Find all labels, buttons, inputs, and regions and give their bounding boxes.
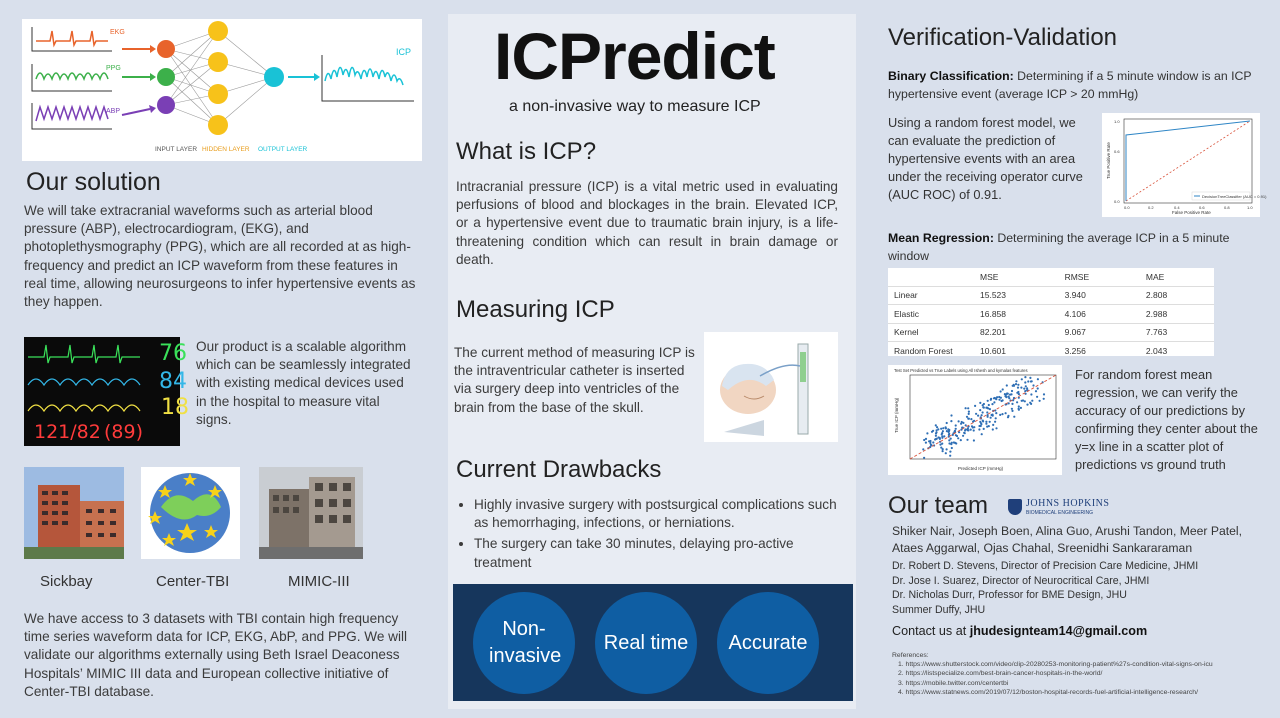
scatter-point [992, 428, 994, 430]
scatter-point [1011, 403, 1013, 405]
dataset-label-center-tbi: Center-TBI [156, 573, 230, 590]
advisors-list [892, 559, 1252, 617]
scatter-point [1004, 395, 1006, 397]
scatter-point [942, 427, 944, 429]
dataset-paragraph: We have access to 3 datasets with TBI contain high frequency time series waveform data for ICP, EKG, AbP, and PPG. We will validate our algorithms externally using Beth Israel Deaconess Hospitals’ MIMIC III data and European collective initiative of Center-TBI database. [24, 611, 408, 699]
features-banner [453, 584, 853, 701]
svg-text:1.0: 1.0 [1114, 119, 1120, 124]
contact-prefix: Contact us at [892, 624, 970, 638]
neural-network-figure [22, 19, 422, 161]
scatter-point [942, 430, 944, 432]
vital-signs-monitor-image [24, 337, 189, 446]
scatter-point [994, 397, 996, 399]
scatter-point [925, 442, 927, 444]
svg-text:DecisionTreeClassifier (AUC =: DecisionTreeClassifier (AUC = 0.91) [1202, 194, 1267, 199]
scatter-point [987, 416, 989, 418]
scatter-point [946, 430, 948, 432]
scatter-plot [888, 365, 1062, 475]
scatter-point [1020, 387, 1022, 389]
logo-line-1: JOHNS HOPKINS [1026, 498, 1110, 509]
shield-icon [1008, 499, 1022, 515]
svg-text:True ICP (mmHg): True ICP (mmHg) [894, 397, 899, 433]
scatter-point [973, 420, 975, 422]
scatter-point [948, 433, 950, 435]
feature-label: Non-invasive [489, 618, 562, 667]
scatter-point [949, 455, 951, 457]
scatter-point [1008, 396, 1010, 398]
metrics-table [888, 268, 1214, 356]
scatter-point [929, 442, 931, 444]
feature-circle-real-time [595, 592, 697, 694]
feature-label: Accurate [728, 631, 808, 654]
scatter-point [967, 429, 969, 431]
table-header: MAE [1145, 271, 1165, 282]
dataset-label-sickbay: Sickbay [40, 573, 93, 590]
random-forest-text: Using a random forest model, we can evaluate the prediction of hypertensive events with an area under the receiving operator curve (AUC ROC) of 0.91. [888, 115, 1083, 202]
ppg-waveform [32, 64, 121, 91]
advisor-item: Dr. Nicholas Durr, Professor for BME Design, JHU [892, 589, 1127, 601]
table-cell: 82.201 [974, 323, 1059, 342]
scatter-point [943, 435, 945, 437]
measuring-icp-text: The current method of measuring ICP is the intraventricular catheter is inserted via surgery deep into ventricles of the brain from the base of the skull. [454, 345, 695, 415]
scatter-point [956, 435, 958, 437]
svg-text:INPUT LAYER: INPUT LAYER [155, 146, 198, 153]
svg-text:1.0: 1.0 [1247, 205, 1253, 210]
what-is-icp-heading: What is ICP? [456, 138, 597, 165]
scatter-point [922, 448, 924, 450]
scatter-point [968, 413, 970, 415]
table-cell: 3.256 [1059, 342, 1140, 360]
dataset-label-mimic-iii: MIMIC-III [288, 573, 350, 590]
scatter-point [1032, 384, 1034, 386]
scatter-point [966, 439, 968, 441]
scatter-point [1002, 388, 1004, 390]
scatter-point [987, 400, 989, 402]
scatter-point [979, 409, 981, 411]
scatter-point [981, 414, 983, 416]
scatter-point [1022, 399, 1024, 401]
scatter-point [993, 401, 995, 403]
scatter-point [986, 411, 988, 413]
scatter-point [942, 448, 944, 450]
scatter-point [1001, 400, 1003, 402]
scatter-point [1005, 412, 1007, 414]
scatter-point [990, 417, 992, 419]
scatter-point [950, 414, 952, 416]
scatter-point [1039, 400, 1041, 402]
scatter-point [937, 436, 939, 438]
reference-item: 1. https://www.shutterstock.com/video/clip-20280253-monitoring-patient%27s-condition-vital-signs-on-icu [898, 661, 1213, 669]
scatter-point [981, 433, 983, 435]
scatter-point [974, 405, 976, 407]
table-row [888, 305, 1214, 324]
feature-label: Real time [603, 631, 689, 654]
scatter-point [941, 443, 943, 445]
scatter-point [951, 442, 953, 444]
table-row [888, 342, 1214, 360]
scatter-point [968, 411, 970, 413]
scatter-point [995, 412, 997, 414]
advisor-item: Dr. Jose I. Suarez, Director of Neurocritical Care, JHMI [892, 574, 1150, 587]
ekg-waveform [32, 27, 125, 51]
table-cell: 3.940 [1059, 286, 1140, 305]
scatter-point [1011, 408, 1013, 410]
table-cell: 10.601 [974, 342, 1059, 360]
scatter-point [948, 442, 950, 444]
table-cell: 2.808 [1140, 286, 1214, 305]
scatter-point [990, 399, 992, 401]
scatter-point [940, 428, 942, 430]
scatter-point [1018, 409, 1020, 411]
scatter-point [1023, 388, 1025, 390]
svg-text:ABP: ABP [106, 108, 121, 115]
scatter-point [936, 426, 938, 428]
verification-heading: Verification-Validation [888, 24, 1118, 51]
scatter-point [923, 457, 925, 459]
scatter-point [1026, 404, 1028, 406]
advisor-item: Dr. Robert D. Stevens, Director of Precision Care Medicine, JHMI [892, 560, 1199, 572]
scatter-point [978, 428, 980, 430]
scatter-point [951, 447, 953, 449]
mean-regression-text [888, 229, 1260, 265]
contact-line [892, 624, 1147, 638]
scatter-point [950, 438, 952, 440]
scatter-point [1020, 407, 1022, 409]
logo-line-2: BIOMEDICAL ENGINEERING [1026, 510, 1094, 516]
scatter-point [982, 420, 984, 422]
page-title: ICPredict [494, 19, 775, 93]
drawbacks-heading: Current Drawbacks [456, 456, 662, 483]
scatter-point [1011, 410, 1013, 412]
scatter-point [1000, 397, 1002, 399]
scatter-point [987, 407, 989, 409]
scatter-point [925, 438, 927, 440]
scatter-point [1024, 376, 1026, 378]
table-cell: Kernel [888, 323, 974, 342]
scatter-point [935, 424, 937, 426]
scatter-point [936, 438, 938, 440]
scatter-point [950, 420, 952, 422]
scatter-point [949, 451, 951, 453]
binary-label: Binary Classification: [888, 69, 1014, 83]
scatter-point [1029, 377, 1031, 379]
scatter-point [983, 428, 985, 430]
scatter-point [970, 418, 972, 420]
scatter-point [983, 403, 985, 405]
scatter-point [985, 421, 987, 423]
scatter-point [973, 439, 975, 441]
scatter-point [970, 429, 972, 431]
scatter-point [1017, 391, 1019, 393]
scatter-point [926, 432, 928, 434]
solution-paragraph: We will take extracranial waveforms such as arterial blood pressure (ABP), electrocardiogram, (EKG), and photoplethysmography (PPG), which are all recorded at as high-frequency and predict an ICP waveform from these features in real time, allowing neurosurgeons to infer hypertensive events as they happen. [24, 203, 416, 310]
scatter-point [954, 430, 956, 432]
scatter-point [1030, 393, 1032, 395]
svg-text:True Positive Rate: True Positive Rate [1106, 142, 1111, 179]
table-cell: 15.523 [974, 286, 1059, 305]
monitor-value-2: 84 [159, 369, 187, 394]
scatter-point [932, 430, 934, 432]
scatter-point [985, 423, 987, 425]
scatter-point [954, 442, 956, 444]
feature-circle-non-invasive [473, 592, 575, 694]
scatter-point [946, 422, 948, 424]
scatter-point [991, 403, 993, 405]
scatter-point [942, 450, 944, 452]
center-tbi-logo [141, 467, 240, 559]
scatter-point [1009, 394, 1011, 396]
drawback-item: • Highly invasive surgery with postsurgical complications such as hemorrhaging, infections, or herniations. [474, 496, 846, 532]
scatter-point [1021, 378, 1023, 380]
svg-text:Predicted ICP (mmHg): Predicted ICP (mmHg) [958, 466, 1004, 471]
scatter-point [1024, 381, 1026, 383]
scatter-point [955, 428, 957, 430]
team-heading: Our team [888, 492, 989, 519]
svg-text:0.4: 0.4 [1174, 205, 1180, 210]
feature-circle-accurate [717, 592, 819, 694]
scatter-point [965, 407, 967, 409]
table-header-row [888, 268, 1214, 286]
regression-description: Determining the average ICP in a 5 minute window [888, 231, 1230, 263]
scatter-point [989, 421, 991, 423]
scatter-point [1001, 413, 1003, 415]
scatter-point [982, 406, 984, 408]
scatter-point [937, 428, 939, 430]
regression-label: Mean Regression: [888, 231, 994, 245]
solution-heading: Our solution [26, 168, 161, 196]
scatter-point [932, 441, 934, 443]
binary-classification-text [888, 67, 1258, 103]
advisor-item: Summer Duffy, JHU [892, 603, 986, 616]
scatter-point [1015, 383, 1017, 385]
scatter-point [948, 439, 950, 441]
scatter-point [996, 396, 998, 398]
scatter-point [992, 424, 994, 426]
table-header: MSE [980, 271, 999, 282]
table-cell: 16.858 [974, 305, 1059, 324]
svg-text:EKG: EKG [110, 29, 125, 36]
scatter-point [1037, 387, 1039, 389]
table-row [888, 286, 1214, 305]
scatter-point [1037, 378, 1039, 380]
scatter-point [935, 431, 937, 433]
reference-item: 3. https://mobile.twitter.com/centertbi [898, 679, 1009, 687]
svg-text:Test Set Predicted vs True Lab: Test Set Predicted vs True Labels using All Ishesh and kymalas features [894, 368, 1028, 373]
measuring-icp-heading: Measuring ICP [456, 296, 615, 323]
svg-text:HIDDEN LAYER: HIDDEN LAYER [202, 146, 250, 153]
scatter-point [1018, 405, 1020, 407]
scatter-point [1004, 393, 1006, 395]
monitor-value-1: 76 [159, 341, 187, 366]
scatter-point [945, 427, 947, 429]
scatter-point [1031, 400, 1033, 402]
table-cell: 2.043 [1140, 342, 1214, 360]
scatter-point [963, 432, 965, 434]
scatter-point [1000, 390, 1002, 392]
scatter-point [966, 416, 968, 418]
scatter-point [1043, 398, 1045, 400]
scatter-point [962, 435, 964, 437]
scatter-point [986, 426, 988, 428]
abp-waveform [32, 103, 120, 129]
svg-text:ICP: ICP [396, 47, 412, 57]
scatter-point [979, 402, 981, 404]
scatter-point [975, 413, 977, 415]
table-cell: 7.763 [1140, 323, 1214, 342]
scatter-point [958, 420, 960, 422]
scatter-point [982, 411, 984, 413]
scatter-point [1007, 416, 1009, 418]
scatter-point [995, 417, 997, 419]
what-is-icp-text: Intracranial pressure (ICP) is a vital metric used in evaluating perfusions of blood and blockages in the brain. Elevated ICP, or a hypertensive event due to traumatic brain injury, is a life-threatening condition which can result in brain damage or death. [456, 179, 838, 267]
svg-text:0.0: 0.0 [1124, 205, 1130, 210]
team-members: Shiker Nair, Joseph Boen, Alina Guo, Arushi Tandon, Meer Patel, Ataes Aggarwal, Ojas Chahal, Sreenidhi Sankararaman [892, 524, 1243, 555]
monitor-value-3: 18 [161, 395, 189, 420]
table-cell: Elastic [888, 305, 974, 324]
scatter-point [967, 418, 969, 420]
product-text: Our product is a scalable algorithm which can be seamlessly integrated with existing medical devices used in the hospital to measure vital signs. [196, 339, 411, 427]
scatter-point [945, 452, 947, 454]
scatter-point [979, 421, 981, 423]
scatter-point [973, 429, 975, 431]
table-row [888, 323, 1214, 342]
jhu-logo [1008, 498, 1108, 520]
scatter-point [941, 432, 943, 434]
scatter-point [995, 427, 997, 429]
scatter-point [964, 429, 966, 431]
scatter-point [999, 414, 1001, 416]
scatter-point [929, 440, 931, 442]
scatter-point [1027, 380, 1029, 382]
page-subtitle: a non-invasive way to measure ICP [509, 98, 761, 115]
scatter-point [1043, 393, 1045, 395]
svg-text:PPG: PPG [106, 65, 121, 72]
scatter-point [1016, 401, 1018, 403]
scatter-point [980, 423, 982, 425]
table-cell: 2.988 [1140, 305, 1214, 324]
table-cell: 4.106 [1059, 305, 1140, 324]
roc-curve-chart [1102, 113, 1267, 217]
table-cell: 9.067 [1059, 323, 1140, 342]
scatter-point [957, 437, 959, 439]
drawbacks-list [456, 496, 846, 575]
scatter-point [935, 435, 937, 437]
scatter-point [955, 424, 957, 426]
svg-text:False Positive Rate: False Positive Rate [1172, 210, 1211, 215]
scatter-point [1017, 384, 1019, 386]
sickbay-image [24, 467, 124, 559]
scatter-point [941, 435, 943, 437]
scatter-point [977, 415, 979, 417]
svg-text:0.6: 0.6 [1114, 149, 1120, 154]
scatter-point [992, 415, 994, 417]
scatter-point [1013, 416, 1015, 418]
scatter-point [972, 426, 974, 428]
scatter-point [967, 407, 969, 409]
scatter-point [988, 404, 990, 406]
scatter-point [1006, 384, 1008, 386]
svg-text:0.2: 0.2 [1148, 205, 1154, 210]
table-cell: Linear [888, 286, 974, 305]
scatter-point [994, 421, 996, 423]
table-header [888, 268, 974, 286]
reference-item: 2. https://listspecialize.com/best-brain-cancer-hospitals-in-the-world/ [898, 670, 1103, 678]
scatter-point [1036, 396, 1038, 398]
svg-text:0.8: 0.8 [1224, 205, 1230, 210]
scatter-point [930, 444, 932, 446]
references-heading: References: [892, 652, 929, 659]
monitor-map: (89) [104, 421, 144, 443]
scatter-point [961, 421, 963, 423]
contact-email[interactable]: jhudesignteam14@gmail.com [969, 624, 1148, 638]
scatter-point [1017, 387, 1019, 389]
svg-text:0.0: 0.0 [1114, 199, 1120, 204]
scatter-point [946, 448, 948, 450]
scatter-point [1025, 385, 1027, 387]
reference-item: 4. https://www.statnews.com/2019/07/12/boston-hospital-records-fuel-artificial-intelligence-research/ [898, 688, 1198, 696]
scatter-point [947, 428, 949, 430]
table-header: RMSE [1064, 271, 1090, 282]
binary-description: Determining if a 5 minute window is an ICP hypertensive event (average ICP > 20 mmHg) [888, 69, 1252, 101]
table-cell: Random Forest [888, 342, 974, 360]
svg-text:OUTPUT LAYER: OUTPUT LAYER [258, 146, 308, 153]
mimic-iii-image [259, 467, 363, 559]
scatter-point [1018, 397, 1020, 399]
scatter-point [1015, 380, 1017, 382]
catheter-illustration [704, 332, 838, 442]
scatter-point [960, 439, 962, 441]
neural-network-diagram [22, 19, 422, 161]
drawback-item: • The surgery can take 30 minutes, delaying pro-active treatment [474, 535, 846, 571]
scatter-point [1030, 403, 1032, 405]
scatter-point [1011, 390, 1013, 392]
svg-text:0.6: 0.6 [1199, 205, 1205, 210]
scatter-description: For random forest mean regression, we can verify the accuracy of our predictions by confirming they center about the y=x line in a scatter plot of predictions vs ground truth [1075, 367, 1258, 472]
scatter-point [1035, 390, 1037, 392]
references [892, 651, 1262, 697]
scatter-point [1012, 385, 1014, 387]
scatter-point [998, 399, 1000, 401]
scatter-point [1031, 380, 1033, 382]
monitor-bp: 121/82 [34, 421, 101, 443]
